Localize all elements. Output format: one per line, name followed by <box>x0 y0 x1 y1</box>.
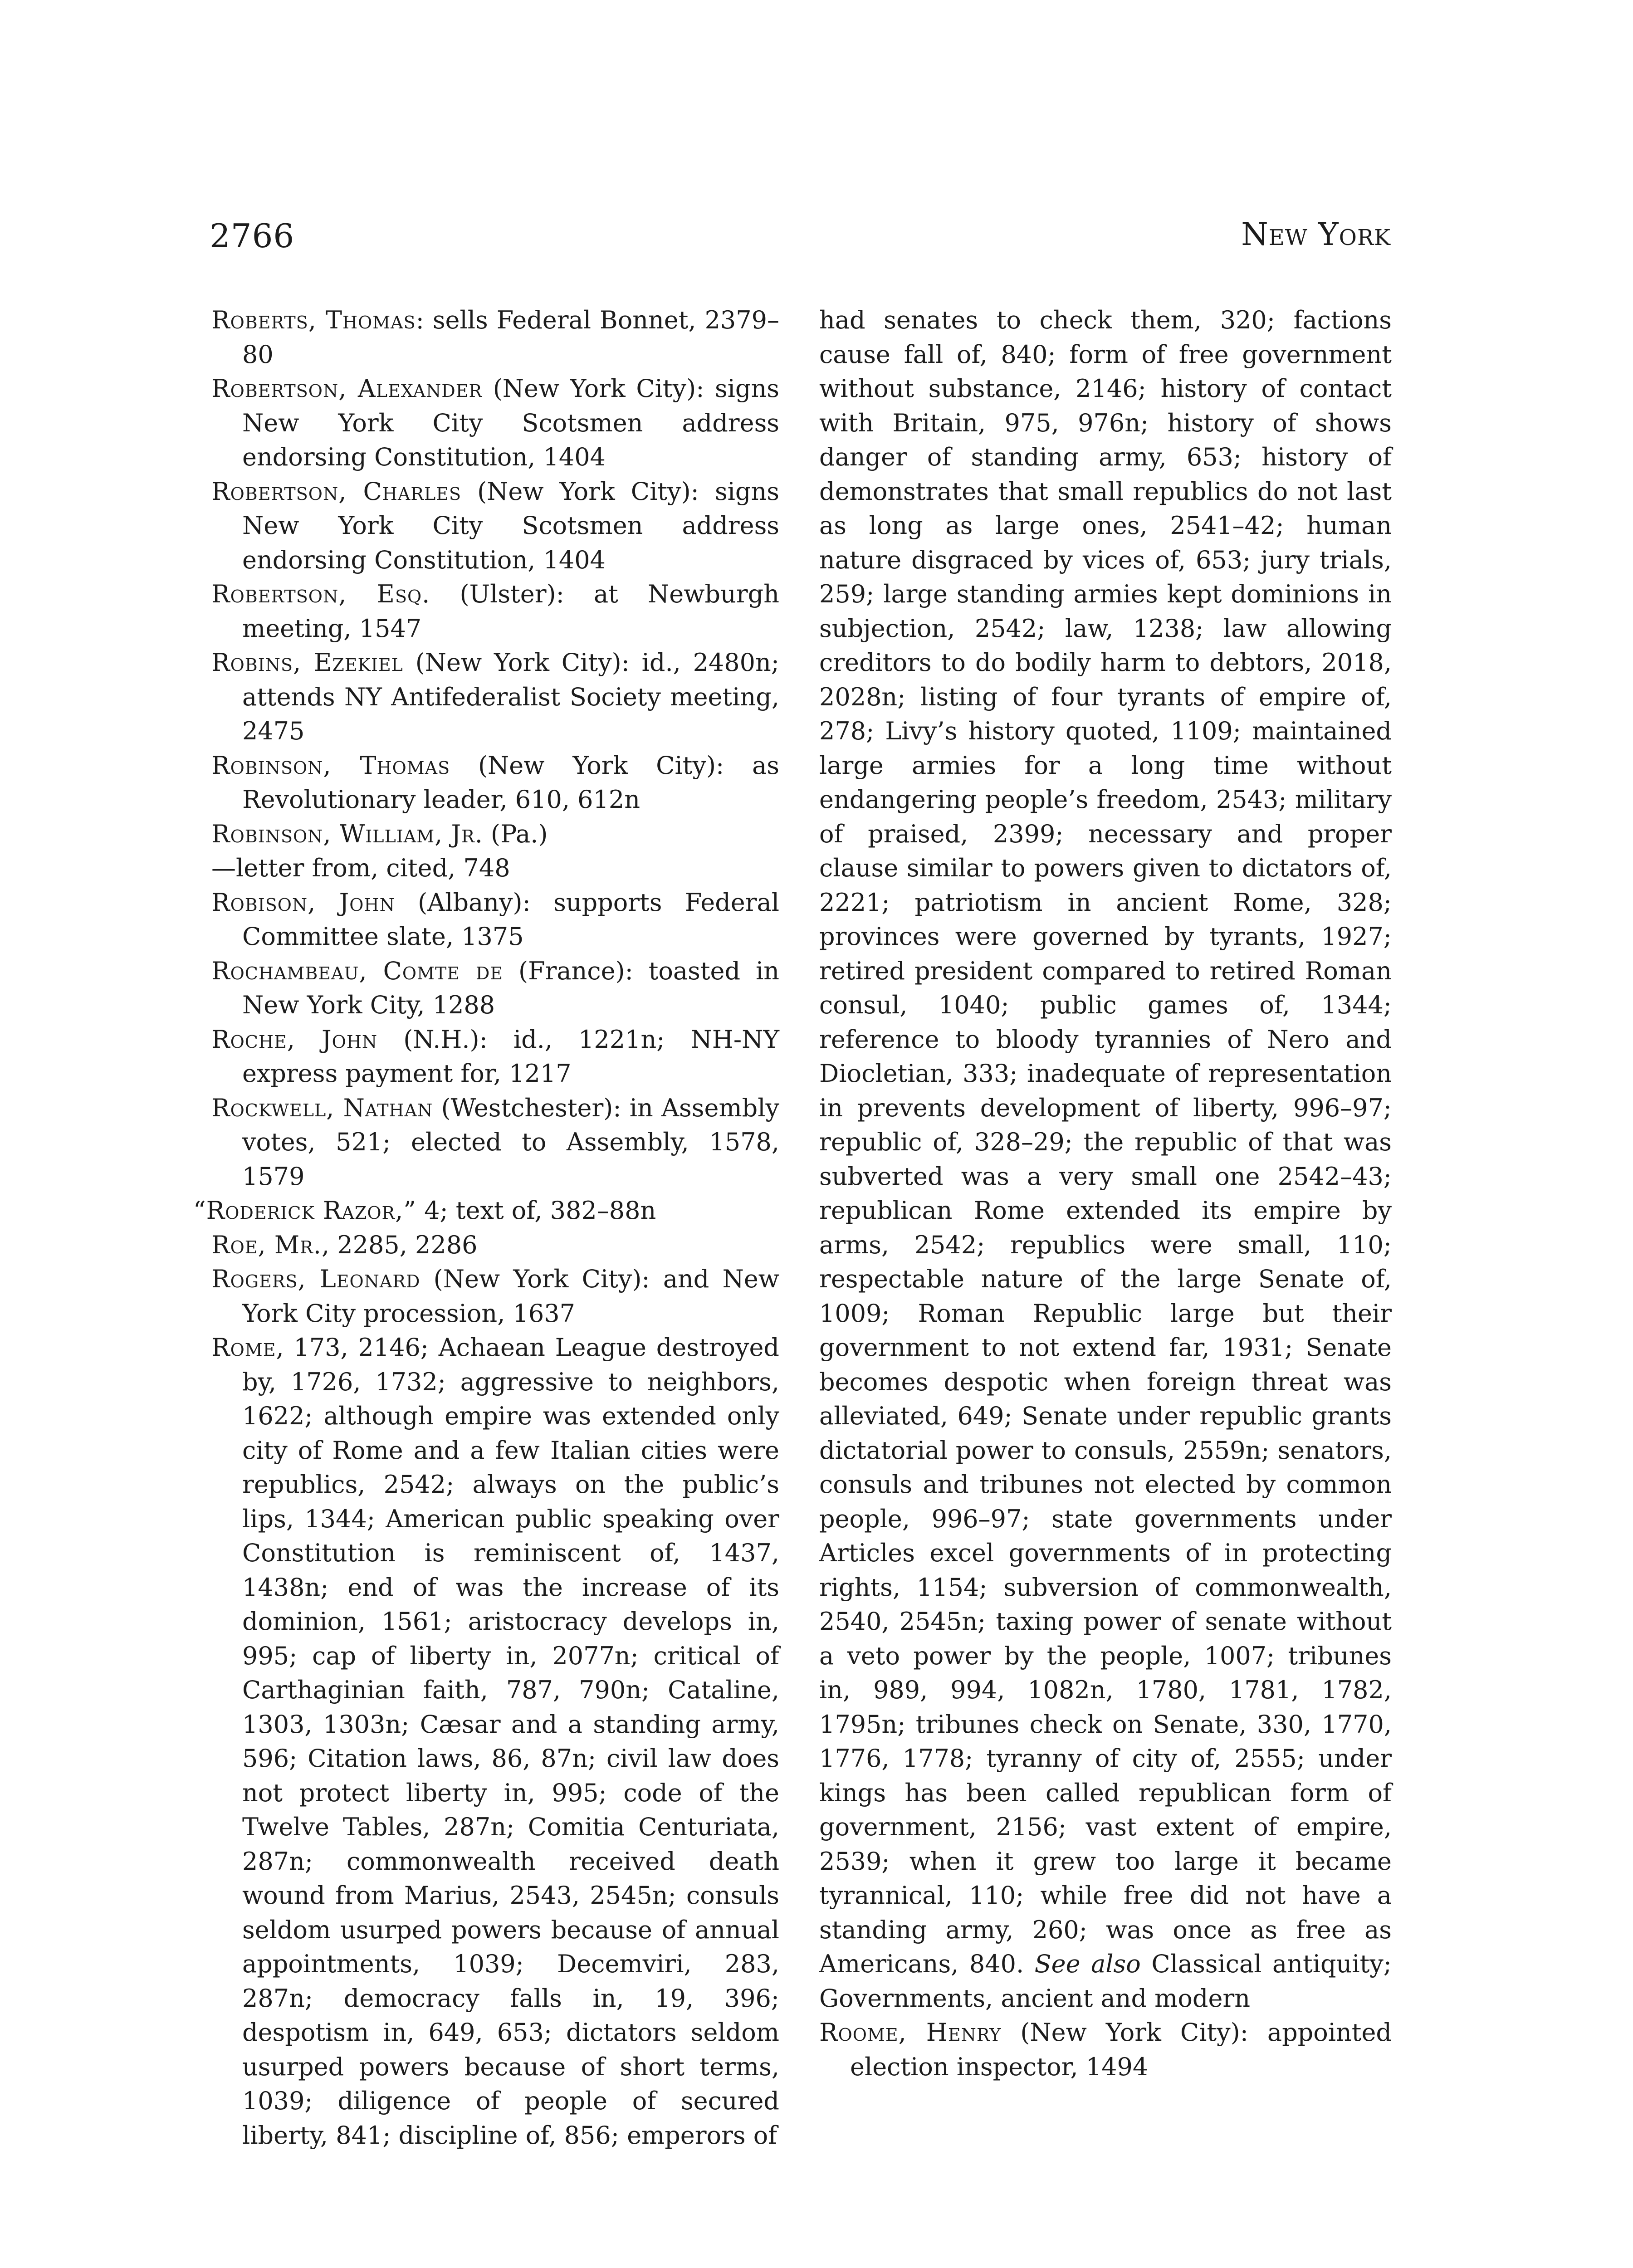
entry-heading: Robinson, Thomas <box>211 751 450 780</box>
index-entry <box>211 1022 779 1091</box>
index-entry <box>211 851 779 885</box>
index-entry-continuation <box>819 303 1392 2015</box>
entry-text: (Pa.) <box>483 819 548 848</box>
right-entries <box>819 2015 1392 2084</box>
entry-text: (New York City): and New York City procession, 1637 <box>242 1265 779 1328</box>
entry-text: (Westchester): in Assembly votes, 521; elected to Assembly, 1578, 1579 <box>242 1093 779 1191</box>
entry-heading: Robins, Ezekiel <box>211 648 403 677</box>
entry-heading: Rogers, Leonard <box>211 1265 420 1293</box>
entry-text: , 173, 2146; Achaean League destroyed by, 1726, 1732; aggressive to neighbors, 1622; although empire was extended only city of Rome and a few Italian cities were republics, 2542; always on the public’s lips, 1344; American public speaking over Constitution is reminiscent of, 1437, 1438n; end of was the increase of its dominion, 1561; aristocracy develops in, 995; cap of liberty in, 2077n; critical of Carthaginian faith, 787, 790n; Cataline, 1303, 1303n; Cæsar and a standing army, 596; Citation laws, 86, 87n; civil law does not protect liberty in, 995; code of the Twelve Tables, 287n; Comitia Centuriata, 287n; commonwealth received death wound from Marius, 2543, 2545n; consuls seldom usurped powers because of annual appointments, 1039; Decemviri, 283, 287n; democracy falls in, 19, 396; despotism in, 649, 653; dictators seldom usurped powers because of short terms, 1039; diligence of people of secured liberty, 841; discipline of, 856; emperors of <box>242 1333 779 2150</box>
index-entry <box>193 1193 779 1228</box>
entry-heading: Roberts, Thomas <box>211 306 416 334</box>
entry-heading: Rockwell, Nathan <box>211 1093 433 1122</box>
page-number: 2766 <box>210 217 295 255</box>
see-also-text: Classical antiquity; Governments, ancient and modern <box>819 1950 1392 2013</box>
entry-text: (N.H.): id., 1221n; NH-NY express payment for, 1217 <box>242 1025 779 1088</box>
index-entry <box>211 1091 779 1194</box>
left-column <box>193 303 780 2152</box>
index-entry <box>211 885 779 954</box>
entry-text: (New York City): signs New York City Scotsmen address endorsing Constitution, 1404 <box>242 374 779 471</box>
entry-text: (New York City): as Revolutionary leader, 610, 612n <box>242 751 779 814</box>
index-entry <box>211 474 779 577</box>
index-entry <box>211 1228 779 1262</box>
entry-heading: Rochambeau, Comte de <box>211 956 504 985</box>
entry-heading: Robinson, William, Jr. <box>211 819 483 848</box>
entry-heading: Robertson, Esq. <box>211 580 430 608</box>
entry-heading: Robertson, Alexander <box>211 374 483 403</box>
entry-heading: Roome, Henry <box>819 2018 1002 2047</box>
entry-heading: Rome <box>211 1333 276 1362</box>
entry-heading: Robison, John <box>211 888 395 917</box>
entry-text: : sells Federal Bonnet, 2379–80 <box>242 306 779 369</box>
entry-text: (Ulster): at Newburgh meeting, 1547 <box>242 580 779 643</box>
index-entry <box>211 645 779 748</box>
entry-text: (New York City): signs New York City Scotsmen address endorsing Constitution, 1404 <box>242 477 779 574</box>
index-entry <box>211 748 779 817</box>
page-header <box>210 217 1391 267</box>
index-entry <box>211 303 779 371</box>
index-entry <box>211 817 779 851</box>
running-head: New York <box>1241 217 1391 253</box>
see-also-label: See also <box>1034 1950 1141 1978</box>
entry-text: (Albany): supports Federal Committee slate, 1375 <box>242 888 780 951</box>
entry-heading: Roe, Mr. <box>211 1230 322 1259</box>
entry-text: —letter from, cited, 748 <box>211 854 510 882</box>
entry-heading: Roche, John <box>211 1025 378 1054</box>
entry-text: (France): toasted in New York City, 1288 <box>242 956 779 1019</box>
entry-text: , 2285, 2286 <box>321 1230 478 1259</box>
entry-heading: Robertson, Charles <box>211 477 461 506</box>
continuation-text: had senates to check them, 320; factions cause fall of, 840; form of free government without substance, 2146; history of contact with Britain, 975, 976n; history of shows danger of standing army, 653; history of demonstrates that small republics do not last as long as large ones, 2541–42; human nature disgraced by vices of, 653; jury trials, 259; large standing armies kept dominions in subjection, 2542; law, 1238; law allowing creditors to do bodily harm to debtors, 2018, 2028n; listing of four tyrants of empire of, 278; Livy’s history quoted, 1109; maintained large armies for a long time without endangering people’s freedom, 2543; military of praised, 2399; necessary and proper clause similar to powers given to dictators of, 2221; patriotism in ancient Rome, 328; provinces were governed by tyrants, 1927; retired president compared to retired Roman consul, 1040; public games of, 1344; reference to bloody tyrannies of Nero and Diocletian, 333; inadequate of representation in prevents development of liberty, 996–97; republic of, 328–29; the republic of that was subverted was a very small one 2542–43; republican Rome extended its empire by arms, 2542; republics were small, 110; respectable nature of the large Senate of, 1009; Roman Republic large but their government to not extend far, 1931; Senate becomes despotic when foreign threat was alleviated, 649; Senate under republic grants dictatorial power to consuls, 2559n; senators, consuls and tribunes not elected by common people, 996–97; state governments under Articles excel governments of in protecting rights, 1154; subversion of commonwealth, 2540, 2545n; taxing power of senate without a veto power by the people, 1007; tribunes in, 989, 994, 1082n, 1780, 1781, 1782, 1795n; tribunes check on Senate, 330, 1770, 1776, 1778; tyranny of city of, 2555; under kings has been called republican form of government, 2156; vast extent of empire, 2539; when it grew too large it became tyrannical, 110; while free did not have a standing army, 260; was once as free as Americans, 840. <box>819 306 1392 1978</box>
right-column <box>819 303 1392 2084</box>
entry-text: (New York City): id., 2480n; attends NY Antifederalist Society meeting, 2475 <box>242 648 779 745</box>
entry-text: (New York City): appointed election inspector, 1494 <box>850 2018 1392 2081</box>
entry-heading: “Roderick Razor,” <box>193 1196 416 1225</box>
index-entry <box>211 371 779 474</box>
entry-text: 4; text of, 382–88n <box>416 1196 656 1225</box>
index-entry <box>819 2015 1392 2084</box>
index-entry <box>211 1262 779 1330</box>
index-entry <box>211 1330 779 2152</box>
index-entry <box>211 577 779 645</box>
index-entry <box>211 954 779 1022</box>
